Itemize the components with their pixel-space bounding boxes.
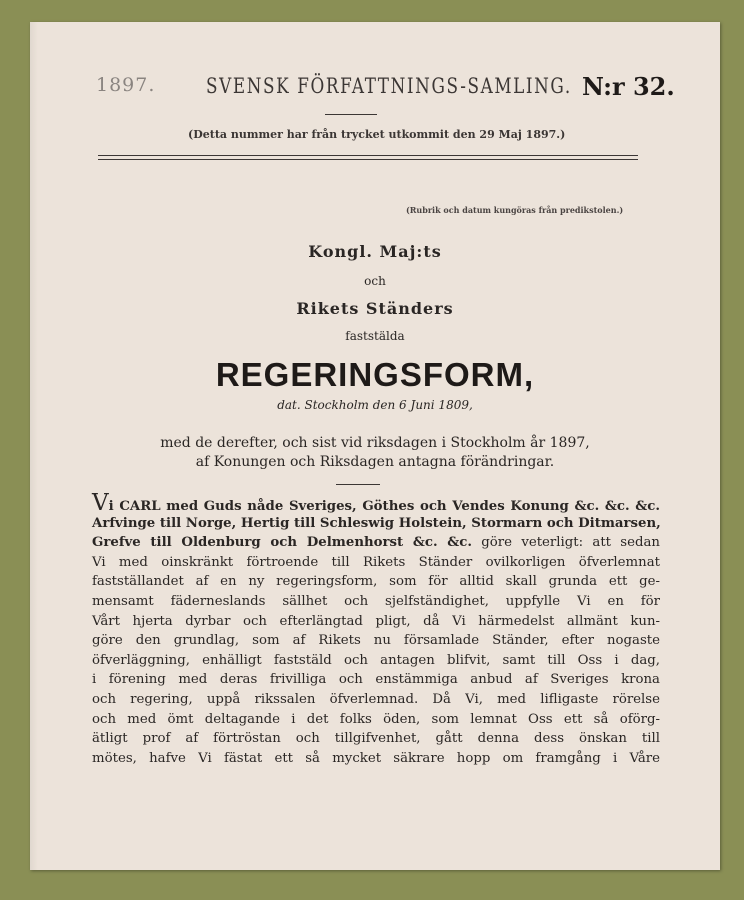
short-divider-top [325, 114, 377, 115]
drop-capital: V [92, 490, 109, 516]
body-line: Vi med oinskränkt förtroende till Rikets Ständer ovilkorligen öfverlemnat [92, 554, 660, 570]
short-divider-body [336, 484, 380, 485]
body-line: Vårt hjerta dyrbar och efterlängtad pligt, då Vi härmedelst allmänt kun- [92, 613, 660, 629]
body-line: öfverläggning, enhälligt faststäld och antagen blifvit, samt till Oss i dag, [92, 652, 660, 668]
body-paragraph [92, 490, 661, 768]
document-page [30, 22, 720, 870]
publication-note: (Detta nummer har från trycket utkommit den 29 Maj 1897.) [188, 128, 566, 141]
body-line [92, 533, 660, 553]
body-line: och regering, uppå rikssalen öfverlemnad. Då Vi, med lifligaste rörelse [92, 691, 660, 707]
header-year: 1897. [96, 74, 156, 96]
document-title: REGERINGSFORM, [215, 356, 535, 393]
heading-majesty: Kongl. Maj:ts [308, 242, 442, 261]
dated-line: dat. Stockholm den 6 Juni 1809, [277, 398, 473, 412]
body-line: göre den grundlag, som af Rikets nu församlade Ständer, efter nogaste [92, 633, 660, 649]
amendments-line-1: med de derefter, och sist vid riksdagen i Stockholm år 1897, [160, 435, 590, 451]
body-line-text: Grefve till Oldenburg och Delmenhorst &c. &c. [92, 535, 472, 551]
body-line: Arfvinge till Norge, Hertig till Schleswig Holstein, Stormarn och Ditmarsen, [92, 515, 661, 531]
heading-established: faststälda [345, 329, 405, 343]
rubric-note: (Rubrik och datum kungöras från predikstolen.) [406, 205, 624, 215]
heading-estates: Rikets Ständers [296, 299, 454, 318]
body-line-text: göre veterligt: att sedan [472, 535, 660, 551]
header-title: SVENSK FÖRFATTNINGS-SAMLING. [206, 74, 572, 98]
double-rule-lower [98, 159, 638, 160]
body-line: fastställandet af en ny regeringsform, som för alltid skall grunda ett ge- [92, 574, 660, 590]
body-line-text: i CARL med Guds nåde Sveriges, Göthes och Vendes Konung &c. &c. &c. [108, 499, 660, 514]
double-rule-upper [98, 155, 638, 156]
heading-and: och [364, 274, 386, 288]
body-line: och med ömt deltagande i det folks öden, som lemnat Oss ett så oförg- [92, 711, 660, 727]
body-line [92, 490, 660, 516]
body-line: ätligt prof af förtröstan och tillgifvenhet, gått denna dess önskan till [92, 731, 660, 747]
body-line: mensamt fäderneslands sällhet och sjelfständighet, uppfylle Vi en för [92, 593, 660, 609]
body-line: i förening med deras frivilliga och enstämmiga anbud af Sveriges krona [92, 672, 660, 688]
issue-number: N:r 32. [582, 72, 675, 101]
body-line: mötes, hafve Vi fästat ett så mycket säkrare hopp om framgång i Våre [92, 750, 660, 766]
header [30, 74, 720, 114]
amendments-line-2: af Konungen och Riksdagen antagna förändringar. [195, 454, 555, 470]
